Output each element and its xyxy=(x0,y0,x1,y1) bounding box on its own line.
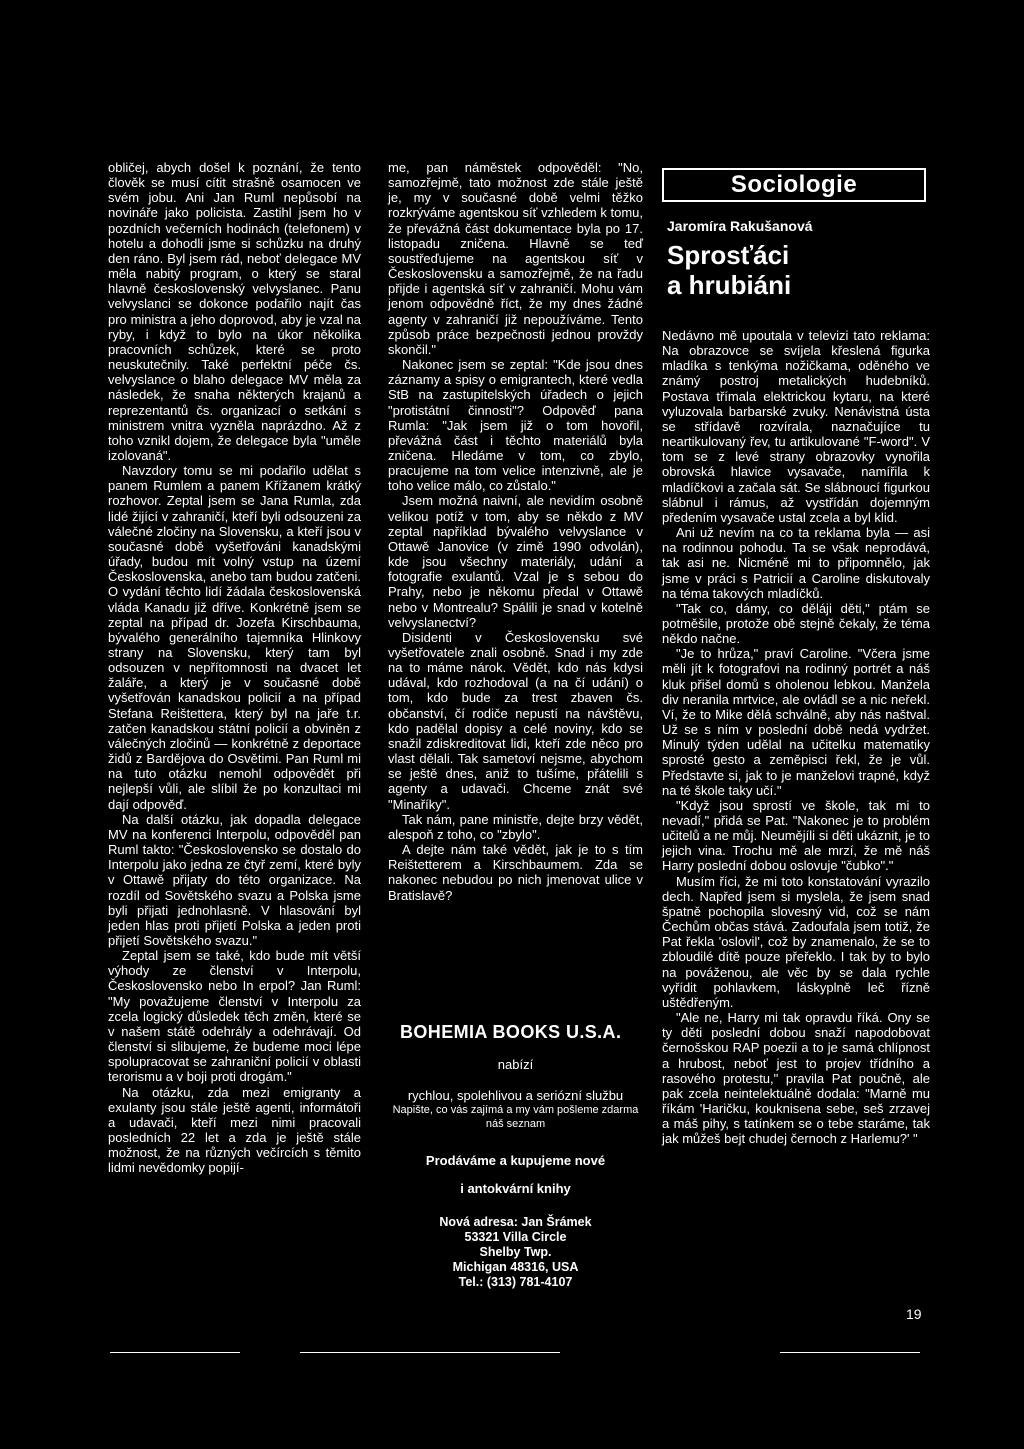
paragraph: "Ale ne, Harry mi tak opravdu říká. Ony se ty děti poslední dobou snaží napodobovat černošskou RAP poezii a to je samá chlípnost a hrubost, neboť jest to projev třídního a rasového protestu," pravila Pat poučně, ale pak zcela neintelektuálně dodala: "Marně mu říkám 'Haričku, kouknisena sebe, seš zrzavej a máš pihy, s tatínkem se o tebe staráme, tak jak můžeš bejt chudej černoch z Harlemu?' " xyxy=(662,1010,930,1147)
author-name: Jaromíra Rakušanová xyxy=(667,218,813,234)
article-column-1 xyxy=(108,160,361,1175)
bottom-rule xyxy=(780,1352,920,1353)
paragraph: Tak nám, pane ministře, dejte brzy vědět, alespoň z toho, co "zbylo". xyxy=(388,811,643,842)
ad-write-us: Napište, co vás zajímá a my vám pošleme zdarma náš seznam xyxy=(392,1104,639,1130)
ad-address-phone: Tel.: (313) 781-4107 xyxy=(458,1275,573,1289)
bohemia-books-advertisement xyxy=(388,1022,643,1290)
paragraph: Na otázku, zda mezi emigranty a exulanty jsou stále ještě agenti, informátoři a udavači, kteří mezi nimi pracovali posledních 22 let a zda je ještě stále možnost, že na různých večírcích s těmito lidmi nevědomky popijí- xyxy=(108,1084,361,1176)
article-column-2 xyxy=(388,160,643,903)
paragraph: Nedávno mě upoutala v televizi tato reklama: Na obrazovce se svíjela křeslená figurka mladíka s tenkýma nožičkama, oděného ve známý postroj metalických hudebníků. Postava třímala elektrickou kytaru, na které vyluzovala barbarské zvuky. Nenávistná ústa se střídavě rozvírala, naznačujíce tu neartikulovaný řev, tu artikulované "F-word". V tom se z levé strany obrazovky vynořila obrovská hlavice vysavače, namířila k mladíčkovi a začala sát. Se slábnoucí figurkou slábnul i rámus, až vystřídán dojemným předením vysavače ustal zcela a byl klid. xyxy=(662,328,930,525)
paragraph: obličej, abych došel k poznání, že tento člověk se musí cítit strašně osamocen ve svém jobu. Ani Jan Ruml nepůsobí na novináře jako policista. Zastihl jsem ho v pozdních večerních hodinách (telefonem) v hotelu a dohodli jsme si schůzku na druhý den ráno. Byl jsem rád, neboť delegace MV měla nabitý program, o který se staral hlavně československý velvyslanec. Panu velvyslanci se dokonce podařilo najít čas pro ministra a jeho doprovod, aby je vzal na ryby, i když to bylo na úkor několika pracovních schůzek, které se proto neuskutečnily. Také perfektní péče čs. velvyslance o blaho delegace MV měla za následek, že snaha některých krajanů a reprezentantů čs. organizací o setkání s ministrem vnitra vyzněla naprázdno. Až z toho vznikl dojem, že delegace byla "uměle izolovaná". xyxy=(108,160,361,463)
ad-address-state: Michigan 48316, USA xyxy=(452,1260,579,1274)
section-header-box xyxy=(662,168,926,202)
paragraph: Jsem možná naivní, ale nevidím osobně velikou potíž v tom, aby se někdo z MV zeptal například bývalého velvyslance v Ottawě Janovice (v zimě 1990 odvolán), kde jsou všechny materiály, udání a fotografie exulantů. Vzal je s sebou do Prahy, nebo je někomu předal v Ottawě nebo v Montrealu? Spálili je snad v kotelně velvyslanectví? xyxy=(388,493,643,630)
bottom-rule xyxy=(110,1352,240,1353)
ad-company-name: BOHEMIA BOOKS U.S.A. xyxy=(400,1022,622,1042)
ad-buy-line: i antokvární knihy xyxy=(460,1181,571,1196)
bottom-rule xyxy=(300,1352,560,1353)
paragraph: Zeptal jsem se také, kdo bude mít větší výhody ze členství v Interpolu, Československo nebo In erpol? Jan Ruml: "My považujeme členství v Interpolu za zcela logický důsledek těch změn, které se v našem státě odehrály a odehrávají. Od členství si slibujeme, že budeme moci lépe spolupracovat se zahraniční policií v oblasti terorismu a v boji proti drogám." xyxy=(108,948,361,1085)
paragraph: "Tak co, dámy, co děláji děti," ptám se potměšile, protože obě stejně čekaly, že téma někdo načne. xyxy=(662,600,930,647)
paragraph: Navzdory tomu se mi podařilo udělat s panem Rumlem a panem Křížanem krátký rozhovor. Zeptal jsem se Jana Rumla, zda lidé žijící v zahraničí, kteří byli odsouzeni za válečné zločiny na Slovensku, a kteří jsou v současné době vyšetřováni kanadskými úřady, budou mít volný vstup na území Československa, anebo tam budou zatčeni. O vydání těchto lidí žádala československá vláda Kanadu již dříve. Konkrétně jsem se zeptal na případ dr. Jozefa Kirschbauma, bývalého generálního tajemníka Hlinkovy strany na Slovensku, který tam byl odsouzen v nepřítomnosti na dvacet let žaláře, a který je v současné době vyšetřován kanadskou policií a na případ Stefana Reištettera, který byl na jaře t.r. zatčen kanadskou státní policií a obviněn z válečných zločinů — konkrétně z deportace židů z Bardějova do Osvětimi. Pan Ruml mi na tuto otázku nemohl odpovědět při nejlepší vůli, ale slíbil že po konzultaci mi dají odpověď. xyxy=(108,463,361,812)
headline-line: a hrubiáni xyxy=(667,270,792,300)
paragraph: A dejte nám také vědět, jak je to s tím Reištetterem a Kirschbaumem. Zda se nakonec nebudou po nich jmenovat ulice v Bratislavě? xyxy=(388,842,643,903)
paragraph: Ani už nevím na co ta reklama byla — asi na rodinnou pohodu. Ta se však neprodává, tak asi ne. Nicméně mi to připomnělo, jak jsme v práci s Patricií a Caroline diskutovaly na téma takových mladíčků. xyxy=(662,525,930,601)
page-number: 19 xyxy=(906,1306,922,1322)
headline-line: Sprosťáci xyxy=(667,240,790,270)
ad-buy-sell xyxy=(388,1147,643,1203)
article-column-3 xyxy=(662,328,930,1146)
ad-buy-line: Prodáváme a kupujeme nové xyxy=(425,1153,606,1168)
paragraph: me, pan náměstek odpověděl: "No, samozřejmě, tato možnost zde stále ještě je, my v současné době velmi těžko rozkrýváme agentskou síť vzhledem k tomu, že převážná část dokumentace byla po 17. listopadu zničena. Hlavně se teď soustřeďujeme na agentskou síť v Československu a samozřejmě, že na řadu přijde i agentská síť v zahraničí. Mohu vám jenom odpovědně říct, že my dnes žádné agenty v zahraničí již nepoužíváme. Tento způsob práce bezpečnosti jednou provždy skončil." xyxy=(388,160,643,357)
paragraph: Na další otázku, jak dopadla delegace MV na konferenci Interpolu, odpověděl pan Ruml takto: "Československo se dostalo do Interpolu jako jedna ze čtyř zemí, které byly v Ottawě přijaty do této organizace. Na rozdíl od Sovětského svazu a Polska jsme byli přijati jednohlasně. V hlasování byl jeden hlas proti přijetí Polska a jeden proti přijetí Sovětského svazu." xyxy=(108,811,361,948)
ad-address xyxy=(388,1215,643,1290)
article-headline xyxy=(667,240,927,300)
paragraph: Musím říci, že mi toto konstatování vyrazilo dech. Napřed jsem si myslela, že jsem snad špatně pochopila slovesný vid, což se nám Čechům občas stává. Zadoufala jsem totiž, že Pat řekla 'oslovil', což by znamenalo, že se to zbloudilé dítě pouze přeřeklo. I tak by to bylo na pováženou, ale věc by se dala rychle vyřídit pohlavkem, láskyplně leč řízně uštědřeným. xyxy=(662,873,930,1010)
ad-service: rychlou, spolehlivou a seriózní službu xyxy=(407,1088,624,1103)
paragraph: Nakonec jsem se zeptal: "Kde jsou dnes záznamy a spisy o emigrantech, které vedla StB na zastupitelských úřadech o jejich "protistátní činnosti"? Odpověď pana Rumla: "Jak jsem již o tom hovořil, převážná část i těchto materiálů byla zničena. Hledáme v tom, co zbylo, pracujeme na tom velice intenzivně, ale je toho velice málo, co zůstalo." xyxy=(388,357,643,494)
paragraph: Disidenti v Československu své vyšetřovatele znali osobně. Snad i my zde na to máme nárok. Vědět, kdo nás kdysi udával, kdo rozhodoval (a na čí udání) o tom, kdo bude za trest zbaven čs. občanství, čí rodiče nepustí na návštěvu, kdo padělal dopisy a celé noviny, kdo se snažil zdiskreditovat lidi, kteří zde něco pro vlast dělali. Tak sametoví nejsme, abychom se ještě dnes, aniž to tušíme, přátelili s agenty a udavači. Chceme znát své "Minaříky". xyxy=(388,629,643,812)
ad-address-town: Shelby Twp. xyxy=(479,1245,552,1259)
ad-address-name: Nová adresa: Jan Šrámek xyxy=(439,1215,592,1229)
paragraph: "Když jsou sprostí ve škole, tak mi to nevadí," přidá se Pat. "Nakonec je to problém učitelů a ne můj. Neumějíli si děti ukáznit, je to jejich vina. Trochu mě ale mrzí, že mě náš Harry poslední dobou oslovuje "čubko"." xyxy=(662,797,930,874)
section-title: Sociologie xyxy=(730,171,858,198)
paragraph: "Je to hrůza," praví Caroline. "Včera jsme měli jít k fotografovi na rodinný portrét a náš kluk přišel domů s oholenou lebkou. Manžela div neranila mrtvice, ale ovládl se a nic neřekl. Ví, že to Mike dělá schválně, aby nás naštval. Už se s ním v poslední době nedá vydržet. Minulý týden udělal na učitelku matematiky sprosté gesto a zeměpisci řekl, že je vůl. Představte si, jak to je manželovi trapné, když na té škole taky učí." xyxy=(662,646,930,798)
ad-offers: nabízí xyxy=(497,1057,534,1072)
ad-address-street: 53321 Villa Circle xyxy=(464,1230,567,1244)
